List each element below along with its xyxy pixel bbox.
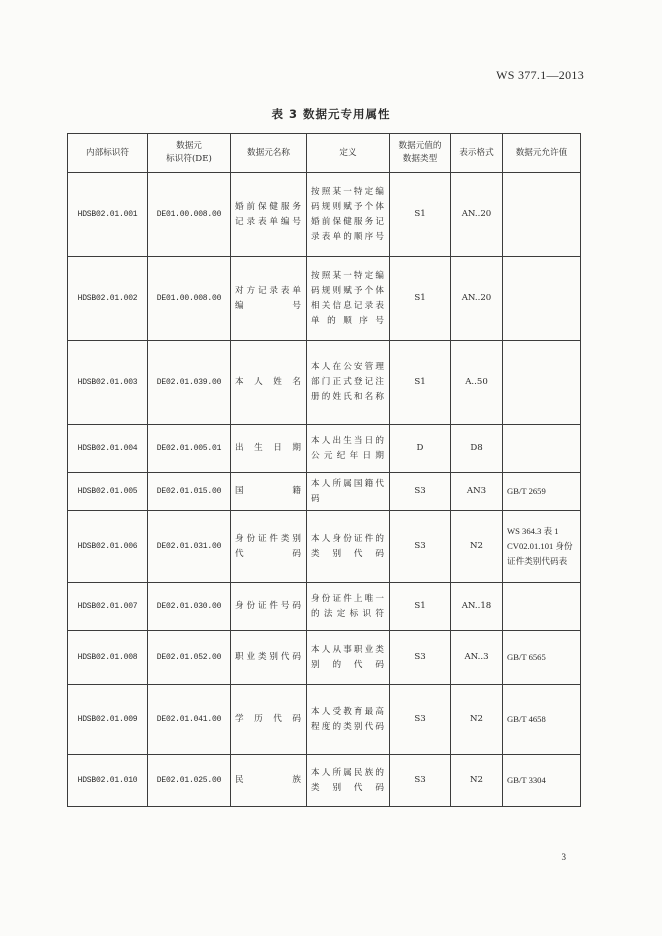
table-row [68,511,581,583]
format-cell: AN..3 [451,631,503,685]
name-cell: 身份证件号码 [231,583,307,631]
data-type-cell: S1 [390,257,451,341]
allowed-values-cell [503,583,581,631]
name-cell: 民族 [231,755,307,807]
column-header: 数据元名称 [231,134,307,173]
allowed-values-cell [503,341,581,425]
allowed-values-cell: GB/T 6565 [503,631,581,685]
definition-cell: 本人所属民族的类别代码 [307,755,390,807]
column-header: 数据元值的 数据类型 [390,134,451,173]
format-cell: AN3 [451,473,503,511]
table-row [68,631,581,685]
allowed-values-cell [503,173,581,257]
name-cell: 婚前保健服务记录表单编号 [231,173,307,257]
definition-cell: 本人在公安管理部门正式登记注册的姓氏和名称 [307,341,390,425]
format-cell: N2 [451,511,503,583]
table-row [68,425,581,473]
de-id-cell: DE02.01.005.01 [148,425,231,473]
name-cell: 国籍 [231,473,307,511]
name-cell: 本人姓名 [231,341,307,425]
de-id-cell: DE02.01.025.00 [148,755,231,807]
de-id-cell: DE01.00.008.00 [148,257,231,341]
internal-id-cell: HDSB02.01.004 [68,425,148,473]
column-header: 定义 [307,134,390,173]
internal-id-cell: HDSB02.01.007 [68,583,148,631]
format-cell: N2 [451,755,503,807]
table-row [68,257,581,341]
internal-id-cell: HDSB02.01.010 [68,755,148,807]
allowed-values-cell: WS 364.3 表 1 CV02.01.101 身份证件类别代码表 [503,511,581,583]
de-id-cell: DE02.01.031.00 [148,511,231,583]
column-header: 数据元允许值 [503,134,581,173]
format-cell: D8 [451,425,503,473]
name-cell: 对方记录表单编号 [231,257,307,341]
definition-cell: 本人从事职业类别的代码 [307,631,390,685]
data-type-cell: S1 [390,173,451,257]
definition-cell: 本人出生当日的公元纪年日期 [307,425,390,473]
table-row [68,473,581,511]
table-row [68,685,581,755]
de-id-cell: DE02.01.015.00 [148,473,231,511]
table-row [68,755,581,807]
de-id-cell: DE02.01.052.00 [148,631,231,685]
de-id-cell: DE01.00.008.00 [148,173,231,257]
table-row [68,341,581,425]
format-cell: A..50 [451,341,503,425]
format-cell: N2 [451,685,503,755]
allowed-values-cell: GB/T 2659 [503,473,581,511]
internal-id-cell: HDSB02.01.001 [68,173,148,257]
definition-cell: 按照某一特定编码规则赋予个体婚前保健服务记录表单的顺序号 [307,173,390,257]
allowed-values-cell: GB/T 4658 [503,685,581,755]
table-row [68,583,581,631]
de-id-cell: DE02.01.030.00 [148,583,231,631]
allowed-values-cell [503,425,581,473]
data-type-cell: S3 [390,685,451,755]
format-cell: AN..20 [451,257,503,341]
de-id-cell: DE02.01.039.00 [148,341,231,425]
internal-id-cell: HDSB02.01.005 [68,473,148,511]
definition-cell: 本人身份证件的类别代码 [307,511,390,583]
internal-id-cell: HDSB02.01.002 [68,257,148,341]
data-type-cell: S3 [390,755,451,807]
table-row [68,173,581,257]
name-cell: 身份证件类别代码 [231,511,307,583]
data-type-cell: S3 [390,473,451,511]
data-type-cell: S1 [390,583,451,631]
column-header: 数据元 标识符(DE) [148,134,231,173]
column-header: 内部标识符 [68,134,148,173]
column-header: 表示格式 [451,134,503,173]
table-header-row [68,134,581,173]
definition-cell: 本人所属国籍代码 [307,473,390,511]
name-cell: 出生日期 [231,425,307,473]
definition-cell: 按照某一特定编码规则赋予个体相关信息记录表单的顺序号 [307,257,390,341]
internal-id-cell: HDSB02.01.006 [68,511,148,583]
format-cell: AN..18 [451,583,503,631]
allowed-values-cell: GB/T 3304 [503,755,581,807]
standard-number: WS 377.1—2013 [496,68,584,82]
data-element-table [67,133,581,807]
data-type-cell: S1 [390,341,451,425]
table-caption: 表 3 数据元专用属性 [271,107,391,121]
internal-id-cell: HDSB02.01.009 [68,685,148,755]
internal-id-cell: HDSB02.01.008 [68,631,148,685]
name-cell: 学历代码 [231,685,307,755]
data-type-cell: S3 [390,631,451,685]
format-cell: AN..20 [451,173,503,257]
internal-id-cell: HDSB02.01.003 [68,341,148,425]
name-cell: 职业类别代码 [231,631,307,685]
definition-cell: 身份证件上唯一的法定标识符 [307,583,390,631]
allowed-values-cell [503,257,581,341]
definition-cell: 本人受教育最高程度的类别代码 [307,685,390,755]
data-type-cell: S3 [390,511,451,583]
data-type-cell: D [390,425,451,473]
page-number: 3 [561,852,566,862]
de-id-cell: DE02.01.041.00 [148,685,231,755]
